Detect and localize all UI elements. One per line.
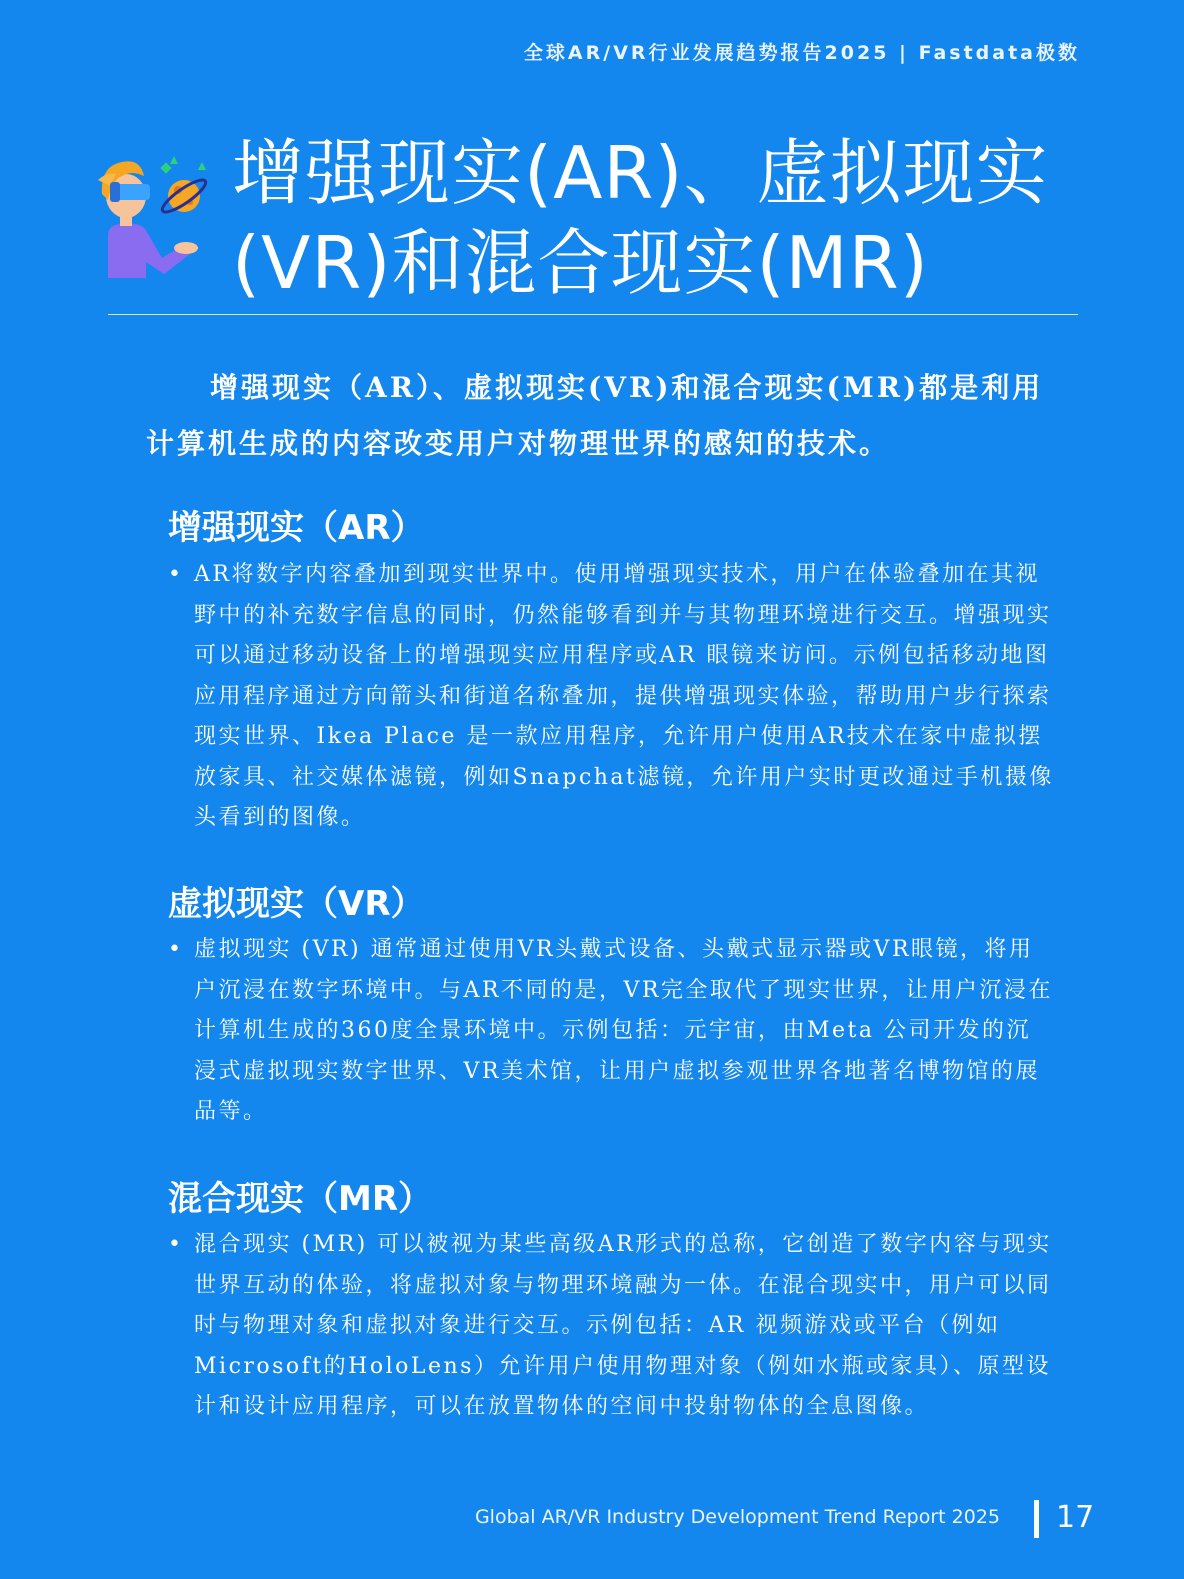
footer-report-name: Global AR/VR Industry Development Trend Report 2025 (474, 1506, 1000, 1528)
section-heading-vr: 虚拟现实（VR） (168, 884, 425, 924)
bullet-text-mr: 混合现实 (MR) 可以被视为某些高级AR形式的总称，它创造了数字内容与现实世界互动的体验，将虚拟对象与物理环境融为一体。在混合现实中，用户可以同时与物理对象和虚拟对象进行交互。示例包括：AR 视频游戏或平台（例如Microsoft的HoloLens）允许用户使用物理对象（例如水瓶或家具）、原型设计和设计应用程序，可以在放置物体的空间中投射物体的全息图像。 (194, 1232, 1052, 1419)
section-list-mr (164, 1225, 1054, 1428)
section-list-vr (164, 930, 1054, 1133)
bullet-icon: • (168, 1232, 184, 1257)
page-title-line-1: 增强现实(AR)、虚拟现实 (232, 131, 1049, 215)
bullet-icon: • (168, 562, 184, 587)
footer-divider (1034, 1500, 1039, 1538)
page-title-line-2: (VR)和混合现实(MR) (232, 221, 929, 305)
title-divider (108, 314, 1078, 315)
section-heading-ar: 增强现实（AR） (168, 508, 425, 548)
vr-user-illustration-icon (92, 150, 212, 280)
intro-paragraph: 增强现实（AR）、虚拟现实(VR)和混合现实(MR)都是利用计算机生成的内容改变用户对物理世界的感知的技术。 (146, 371, 1044, 460)
list-item (164, 555, 1054, 839)
section-list-ar (164, 555, 1054, 839)
bullet-text-ar: AR将数字内容叠加到现实世界中。使用增强现实技术，用户在体验叠加在其视野中的补充数字信息的同时，仍然能够看到并与其物理环境进行交互。增强现实可以通过移动设备上的增强现实应用程序或AR 眼镜来访问。示例包括移动地图应用程序通过方向箭头和街道名称叠加，提供增强现实体验，帮助用户步行探索现实世界、Ikea Place 是一款应用程序，允许用户使用AR技术在家中虚拟摆放家具、社交媒体滤镜，例如Snapchat滤镜，允许用户实时更改通过手机摄像头看到的图像。 (194, 562, 1054, 830)
section-heading-mr: 混合现实（MR） (168, 1179, 433, 1219)
page-number: 17 (1056, 1500, 1095, 1535)
list-item (164, 930, 1054, 1133)
bullet-text-vr: 虚拟现实 (VR) 通常通过使用VR头戴式设备、头戴式显示器或VR眼镜，将用户沉浸在数字环境中。与AR不同的是，VR完全取代了现实世界，让用户沉浸在计算机生成的360度全景环境中。示例包括：元宇宙，由Meta 公司开发的沉浸式虚拟现实数字世界、VR美术馆，让用户虚拟参观世界各地著名博物馆的展品等。 (194, 937, 1053, 1124)
page-title (232, 128, 1112, 308)
running-header: 全球AR/VR行业发展趋势报告2025 | Fastdata极数 (523, 42, 1080, 64)
list-item (164, 1225, 1054, 1428)
bullet-icon: • (168, 937, 184, 962)
